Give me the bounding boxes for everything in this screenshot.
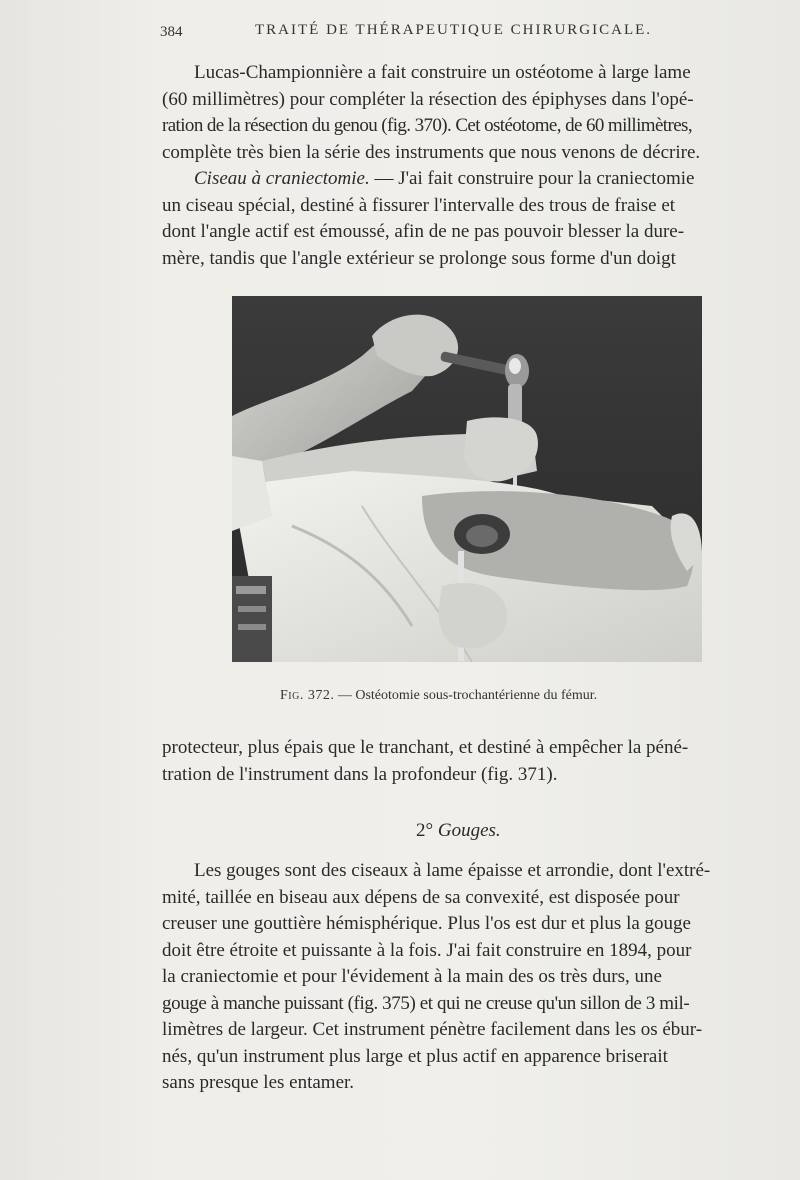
text-line: un ciseau spécial, destiné à fissurer l'intervalle des trous de fraise et [162, 194, 676, 216]
osteotomy-photo [232, 296, 702, 662]
paragraph-gouges [162, 858, 774, 1097]
text-line: complète très bien la série des instruments que nous venons de décrire. [162, 141, 701, 163]
figure-caption-text: — Ostéotomie sous-trochantérienne du fémur. [334, 688, 598, 703]
text-line: protecteur, plus épais que le tranchant, et destiné à empêcher la péné- [162, 737, 689, 758]
paragraph-continuation [162, 735, 774, 788]
ciseau-first-line-rest: — J'ai fait construire pour la craniectomie [369, 168, 695, 189]
figure-photograph [232, 296, 702, 662]
text-line: (60 millimètres) pour compléter la résection des épiphyses dans l'opé- [162, 88, 694, 110]
paragraph-ciseau-craniectomie [162, 166, 774, 272]
figure-caption [280, 688, 700, 704]
text-line: creuser une gouttière hémisphérique. Plus l'os est dur et plus la gouge [162, 913, 691, 934]
text-line: la craniectomie et pour l'évidement à la main des os très durs, une [162, 966, 662, 987]
text-line: sans presque les entamer. [162, 1072, 355, 1093]
text-line: Les gouges sont des ciseaux à lame épaisse et arrondie, dont l'extré- [194, 860, 711, 881]
paragraph-lucas-championniere [162, 60, 774, 166]
section-title: Gouges. [437, 820, 501, 841]
text-line: nés, qu'un instrument plus large et plus actif en apparence briserait [162, 1045, 668, 1067]
section-heading-gouges [416, 820, 501, 842]
ciseau-heading: Ciseau à craniectomie. [194, 168, 370, 189]
running-title: TRAITÉ DE THÉRAPEUTIQUE CHIRURGICALE. [255, 22, 653, 38]
text-line: mère, tandis que l'angle extérieur se prolonge sous forme d'un doigt [162, 247, 676, 269]
text-line: gouge à manche puissant (fig. 375) et qui ne creuse qu'un sillon de 3 mil- [162, 992, 690, 1014]
text-line: dont l'angle actif est émoussé, afin de ne pas pouvoir blesser la dure- [162, 221, 685, 242]
text-line: ration de la résection du genou (fig. 370). Cet ostéotome, de 60 millimètres, [162, 115, 692, 136]
text-line: mité, taillée en biseau aux dépens de sa convexité, est disposée pour [162, 886, 680, 908]
text-line: Lucas-Championnière a fait construire un ostéotome à large lame [194, 62, 691, 83]
section-number: 2° [416, 820, 434, 841]
text-line: tration de l'instrument dans la profondeur (fig. 371). [162, 763, 558, 785]
text-line: doit être étroite et puissante à la fois. J'ai fait construire en 1894, pour [162, 939, 692, 961]
figure-label: Fig. 372. [280, 688, 335, 703]
page-number: 384 [160, 24, 183, 40]
text-line: limètres de largeur. Cet instrument pénètre facilement dans les os ébur- [162, 1019, 703, 1040]
text-line [162, 166, 774, 193]
